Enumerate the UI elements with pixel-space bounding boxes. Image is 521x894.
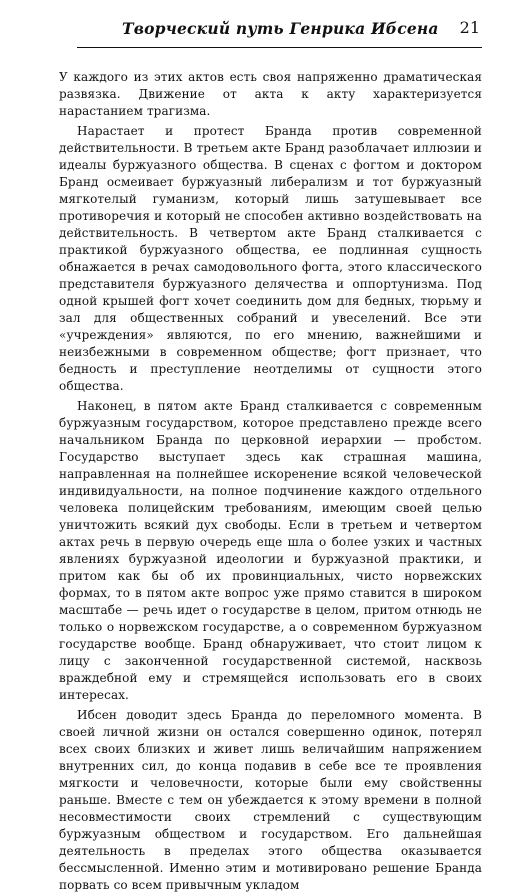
paragraph: У каждого из этих актов есть своя напряженно драматическая развязка. Движение от акта к акту характеризуется нарастанием трагизма. — [59, 70, 482, 118]
paragraph: Нарастает и протест Бранда против современной действительности. В третьем акте Бранд разоблачает иллюзии и идеалы буржуазного общества. В сценах с фогтом и доктором Бранд осмеивает буржуазный либерализм и тот буржуазный мягкотелый гуманизм, который лишь затушевывает все противоречия и который не способен активно воздействовать на действительность. В четвертом акте Бранд сталкивается с практикой буржуазного общества, ее подлинная сущность обнажается в речах самодовольного фогта, этого классического представителя буржуазного делячества и оппортунизма. Под одной крышей фогт хочет соединить дом для бедных, тюрьму и зал для общественных собраний и увеселений. Все эти «учреждения» являются, по его мнению, важнейшими и неизбежными в современном обществе; фогт признает, что бедность и преступление неотделимы от сущности этого общества. — [59, 124, 482, 393]
running-title: Творческий путь Генрика Ибсена — [122, 19, 439, 38]
running-header — [77, 0, 482, 48]
page-number: 21 — [459, 18, 480, 37]
body-text — [59, 69, 482, 894]
paragraph: Наконец, в пятом акте Бранд сталкивается с современным буржуазным государством, которое представлено прежде всего начальником Бранда по церковной иерархии — пробстом. Государство выступает здесь как страшная машина, направленная на полнейшее искоренение всякой человеческой индивидуальности, на полное подчинение каждого отдельного человека полицейским требованиям, имеющим своей целью уничтожить всякий дух свободы. Если в третьем и четвертом актах речь в первую очередь еще шла о более узких и частных явлениях буржуазной идеологии и буржуазной практики, и притом как бы об их провинциальных, чисто норвежских формах, то в пятом акте вопрос уже прямо ставится в широком масштабе — речь идет о государстве в целом, притом отнюдь не только о норвежском государстве, а о современном буржуазном государстве вообще. Бранд обнаруживает, что стоит лицом к лицу с законченной государственной системой, насквозь враждебной ему и стремящейся использовать его в своих интересах. — [59, 399, 482, 702]
paragraph: Ибсен доводит здесь Бранда до переломного момента. В своей личной жизни он остался совершенно одинок, потерял всех своих близких и живет лишь величайшим напряжением внутренних сил, до конца подавив в себе все те проявления мягкости и человечности, которые были ему свойственны раньше. Вместе с тем он убеждается к этому времени в полной несовместимости своих стремлений с существующим буржуазным обществом и государством. Его дальнейшая деятельность в пределах этого общества оказывается бессмысленной. Именно этим и мотивировано решение Бранда порвать со всем привычным укладом — [59, 708, 482, 892]
